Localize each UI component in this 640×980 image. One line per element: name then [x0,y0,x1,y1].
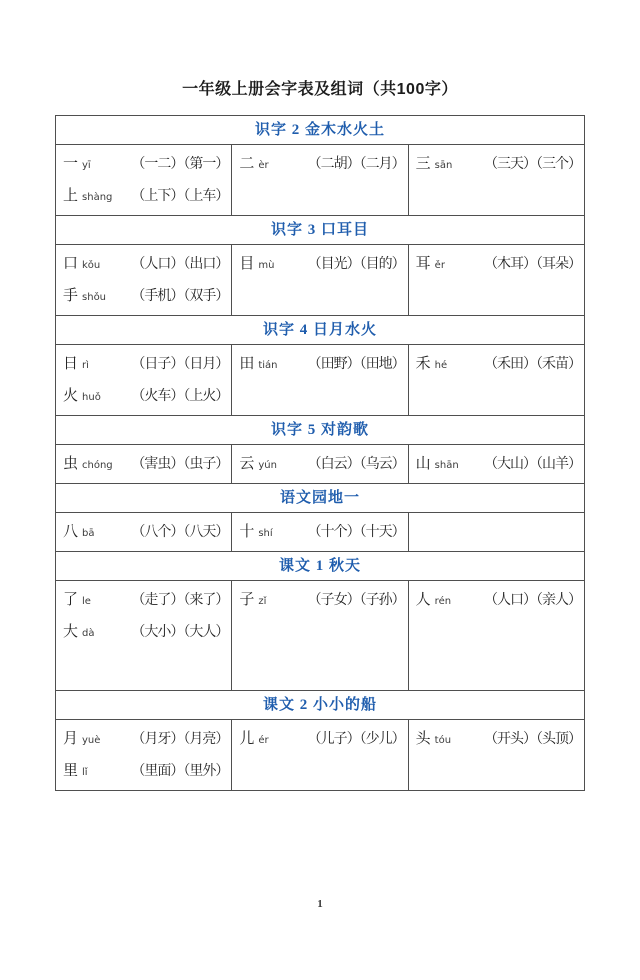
character-with-pinyin [63,148,91,182]
entry-line [63,616,228,648]
entry-cell [231,581,407,690]
example-words: （八个）（八天） [131,525,229,540]
character-with-pinyin [239,584,266,618]
entry-line [63,180,228,212]
pinyin: shàng [82,192,113,203]
character: 月 [63,731,79,747]
example-words: （里面）（里外） [131,764,229,779]
example-words: （木耳）（耳朵） [483,257,581,272]
character: 二 [239,156,255,172]
entry-cell [231,245,407,315]
section-header: 识字 4 日月水火 [56,316,584,345]
pinyin: rén [434,596,452,607]
character-with-pinyin [239,348,277,382]
entry-cell [56,345,231,415]
entry-cell [408,245,584,315]
character-with-pinyin [239,248,274,282]
character-with-pinyin [416,248,445,282]
entry-line [416,584,581,616]
example-words: （二胡）（二月） [307,157,405,172]
character-with-pinyin [416,148,453,182]
example-words: （目光）（目的） [307,257,405,272]
entry-cell [56,445,231,483]
pinyin: rì [82,360,89,371]
entry-line [63,448,228,480]
section-row [56,513,584,552]
character-with-pinyin [63,616,95,650]
character-with-pinyin [416,584,451,618]
entry-line [63,516,228,548]
example-words: （白云）（乌云） [307,457,405,472]
example-words: （三天）（三个） [483,157,581,172]
pinyin: huǒ [82,392,101,403]
entry-cell [231,720,407,790]
pinyin: ér [258,735,269,746]
entry-line [416,248,581,280]
table-section [56,216,584,316]
entry-cell [408,581,584,690]
entry-cell [408,445,584,483]
section-row [56,581,584,691]
character: 儿 [239,731,255,747]
entry-cell [56,581,231,690]
pinyin: shān [434,460,459,471]
entry-line [239,723,404,755]
example-words: （大小）（大人） [131,625,229,640]
entry-cell [231,145,407,215]
entry-cell [56,145,231,215]
entry-line [239,248,404,280]
character: 大 [63,624,79,640]
entry-line [416,448,581,480]
entry-line [416,348,581,380]
pinyin: hé [434,360,448,371]
table-section [56,552,584,691]
entry-cell [56,513,231,551]
character: 火 [63,388,79,404]
pinyin: le [82,596,91,607]
example-words: （月牙）（月亮） [131,732,229,747]
section-header: 识字 3 口耳目 [56,216,584,245]
character: 上 [63,188,79,204]
character-with-pinyin [63,755,88,789]
pinyin: yī [82,160,91,171]
example-words: （十个）（十天） [307,525,405,540]
character: 耳 [415,256,431,272]
entry-cell [408,145,584,215]
pinyin: tóu [434,735,452,746]
section-header: 识字 5 对韵歌 [56,416,584,445]
character: 虫 [63,456,79,472]
entry-line [239,516,404,548]
example-words: （害虫）（虫子） [131,457,229,472]
entry-cell [231,445,407,483]
entry-line [63,348,228,380]
character-with-pinyin [416,348,448,382]
example-words: （人口）（出口） [131,257,229,272]
character-with-pinyin [63,516,95,550]
character: 三 [415,156,431,172]
entry-cell [408,513,584,551]
entry-line [239,448,404,480]
character-with-pinyin [63,248,100,282]
entry-cell [56,720,231,790]
example-words: （开头）（头顶） [483,732,581,747]
table-section [56,116,584,216]
section-header: 课文 2 小小的船 [56,691,584,720]
document-title: 一年级上册会字表及组词（共100字） [182,81,458,98]
example-words: （大山）（山羊） [483,457,581,472]
entry-line [63,248,228,280]
example-words: （田野）（田地） [307,357,405,372]
character-with-pinyin [239,448,277,482]
character: 目 [239,256,255,272]
entry-line [239,584,404,616]
example-words: （上下）（上车） [131,189,229,204]
section-header: 课文 1 秋天 [56,552,584,581]
pinyin: sān [434,160,453,171]
character: 手 [63,288,79,304]
example-words: （一二）（第一） [131,157,229,172]
character: 子 [239,592,255,608]
pinyin: yuè [82,735,101,746]
entry-line [63,584,228,616]
character: 了 [63,592,79,608]
character-with-pinyin [239,516,272,550]
character: 日 [63,356,79,372]
entry-line [416,148,581,180]
character-with-pinyin [239,723,268,757]
entry-cell [231,513,407,551]
pinyin: lǐ [82,767,88,778]
example-words: （手机）（双手） [131,289,229,304]
table-section [56,316,584,416]
entry-line [63,148,228,180]
example-words: （禾田）（禾苗） [483,357,581,372]
character-with-pinyin [63,723,100,757]
example-words: （火车）（上火） [131,389,229,404]
table-section [56,691,584,790]
character-with-pinyin [63,348,89,382]
page-number: 1 [317,898,323,910]
pinyin: bā [82,528,95,539]
character: 田 [239,356,255,372]
entry-line [416,723,581,755]
pinyin: mù [258,260,275,271]
character-with-pinyin [239,148,268,182]
character: 一 [63,156,79,172]
entry-cell [231,345,407,415]
character-with-pinyin [63,448,113,482]
section-row [56,145,584,216]
character: 八 [63,524,79,540]
character-with-pinyin [63,280,106,314]
character: 云 [239,456,255,472]
entry-cell [408,720,584,790]
character: 禾 [415,356,431,372]
table-section [56,416,584,484]
pinyin: dà [82,628,95,639]
pinyin: shí [258,528,273,539]
character-with-pinyin [416,723,451,757]
character-with-pinyin [63,380,101,414]
section-header: 语文园地一 [56,484,584,513]
entry-line [63,755,228,787]
character: 口 [63,256,79,272]
pinyin: tián [258,360,278,371]
pinyin: kǒu [82,260,101,271]
section-row [56,345,584,416]
character: 头 [415,731,431,747]
example-words: （儿子）（少儿） [307,732,405,747]
pinyin: zǐ [258,596,267,607]
entry-cell [408,345,584,415]
pinyin: shǒu [82,292,107,303]
character: 人 [415,592,431,608]
example-words: （日子）（日月） [131,357,229,372]
entry-line [239,148,404,180]
entry-cell [56,245,231,315]
pinyin: ěr [434,260,445,271]
entry-line [239,348,404,380]
pinyin: yún [258,460,277,471]
entry-line [63,380,228,412]
character: 山 [415,456,431,472]
pinyin: chóng [82,460,113,471]
character: 十 [239,524,255,540]
section-header: 识字 2 金木水火土 [56,116,584,145]
example-words: （子女）（子孙） [307,593,405,608]
entry-line [63,723,228,755]
section-row [56,720,584,790]
table-section [56,484,584,552]
example-words: （走了）（来了） [131,593,229,608]
section-row [56,245,584,316]
character-with-pinyin [416,448,459,482]
entry-line [63,280,228,312]
section-row [56,445,584,484]
character-with-pinyin [63,584,91,618]
vocabulary-table [55,115,585,791]
character-with-pinyin [63,180,112,214]
example-words: （人口）（亲人） [483,593,581,608]
pinyin: èr [258,160,269,171]
character: 里 [63,763,79,779]
